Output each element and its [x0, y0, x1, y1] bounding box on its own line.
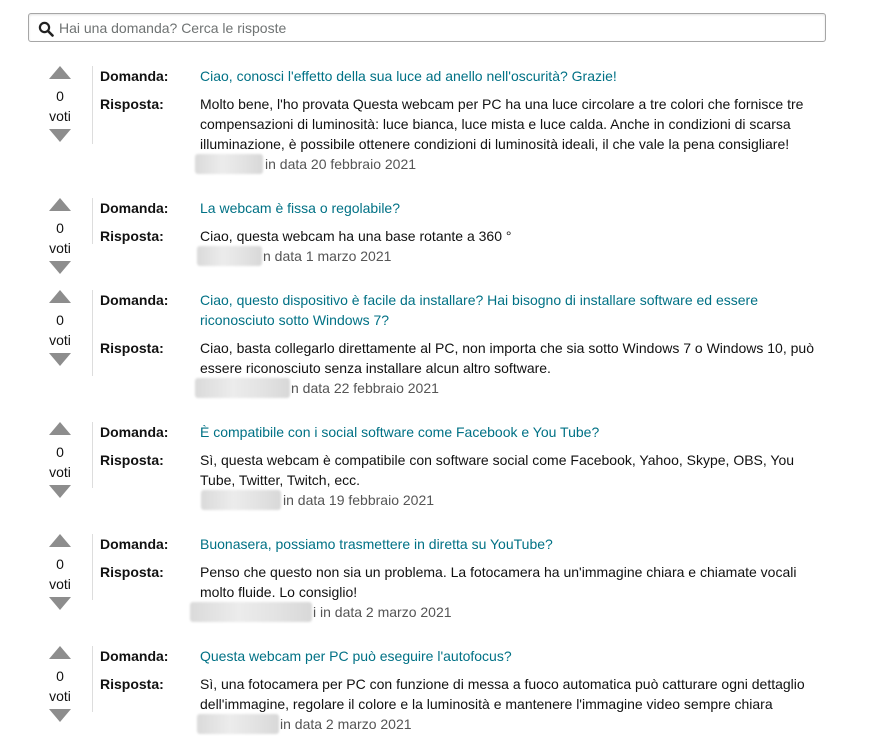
answer-text: Penso che questo non sia un problema. La fotocamera ha un'immagine chiara e chiamate vocali molto fluide. Lo consiglio!	[200, 564, 797, 600]
question-text	[200, 66, 825, 86]
qa-item	[0, 66, 877, 176]
divider	[92, 646, 93, 712]
answer-text: Sì, questa webcam è compatibile con software social come Facebook, Yahoo, Skype, OBS, You Tube, Twitter, Twitch, ecc.	[200, 452, 795, 488]
question-text	[200, 534, 825, 554]
votes-label: voti	[49, 464, 71, 480]
upvote-icon[interactable]	[49, 534, 71, 547]
divider	[92, 290, 93, 376]
answer-date: n data 1 marzo 2021	[263, 248, 392, 264]
qa-item	[0, 646, 877, 740]
question-label: Domanda:	[100, 536, 169, 552]
question-link[interactable]: Ciao, questo dispositivo è facile da installare? Hai bisogno di installare software ed essere riconosciuto sotto Windows 7?	[200, 292, 758, 328]
vote-count: 0	[56, 556, 64, 572]
vote-widget	[44, 422, 76, 498]
answer-label: Risposta:	[100, 564, 164, 580]
downvote-icon[interactable]	[49, 129, 71, 142]
upvote-icon[interactable]	[49, 66, 71, 79]
divider	[92, 422, 93, 488]
vote-count: 0	[56, 668, 64, 684]
answer-date: in data 20 febbraio 2021	[265, 156, 417, 172]
question-text	[200, 422, 825, 442]
author-name-blurred	[195, 378, 290, 398]
vote-count: 0	[56, 220, 64, 236]
upvote-icon[interactable]	[49, 290, 71, 303]
question-link[interactable]: È compatibile con i social software come Facebook e You Tube?	[200, 424, 600, 440]
question-text	[200, 198, 825, 218]
answer-text: Ciao, questa webcam ha una base rotante a 360 °	[200, 228, 512, 244]
vote-widget	[44, 290, 76, 366]
vote-count: 0	[56, 444, 64, 460]
answer-date: i in data 2 marzo 2021	[313, 604, 452, 620]
divider	[92, 66, 93, 144]
upvote-icon[interactable]	[49, 646, 71, 659]
votes-label: voti	[49, 240, 71, 256]
vote-widget	[44, 198, 76, 274]
answer-label: Risposta:	[100, 340, 164, 356]
author-name-blurred	[190, 602, 312, 622]
downvote-icon[interactable]	[49, 709, 71, 722]
search-bar[interactable]	[28, 13, 826, 42]
votes-label: voti	[49, 576, 71, 592]
answer-label: Risposta:	[100, 96, 164, 112]
answer-date: in data 2 marzo 2021	[280, 716, 412, 732]
downvote-icon[interactable]	[49, 261, 71, 274]
qa-item	[0, 534, 877, 634]
answer-label: Risposta:	[100, 452, 164, 468]
qa-item	[0, 290, 877, 400]
answer-date: in data 19 febbraio 2021	[283, 492, 435, 508]
question-label: Domanda:	[100, 648, 169, 664]
search-icon	[38, 21, 54, 37]
downvote-icon[interactable]	[49, 597, 71, 610]
author-name-blurred	[201, 490, 281, 510]
vote-widget	[44, 534, 76, 610]
votes-label: voti	[49, 688, 71, 704]
upvote-icon[interactable]	[49, 198, 71, 211]
downvote-icon[interactable]	[49, 485, 71, 498]
divider	[92, 198, 93, 244]
question-label: Domanda:	[100, 292, 169, 308]
answer-date: n data 22 febbraio 2021	[291, 380, 439, 396]
question-link[interactable]: La webcam è fissa o regolabile?	[200, 200, 401, 216]
vote-widget	[44, 66, 76, 142]
question-label: Domanda:	[100, 424, 169, 440]
divider	[92, 534, 93, 600]
question-label: Domanda:	[100, 68, 169, 84]
vote-count: 0	[56, 88, 64, 104]
question-link[interactable]: Buonasera, possiamo trasmettere in diretta su YouTube?	[200, 536, 553, 552]
question-text	[200, 646, 825, 666]
answer-label: Risposta:	[100, 228, 164, 244]
question-label: Domanda:	[100, 200, 169, 216]
upvote-icon[interactable]	[49, 422, 71, 435]
answer-text: Ciao, basta collegarlo direttamente al PC, non importa che sia sotto Windows 7 o Windows 10, può essere riconosciuto senza installare alcun altro software.	[200, 340, 814, 376]
votes-label: voti	[49, 108, 71, 124]
vote-widget	[44, 646, 76, 722]
answer-text: Sì, una fotocamera per PC con funzione di messa a fuoco automatica può catturare ogni dettaglio dell'immagine, regolare il colore e la luminosità e mantenere l'immagine video sempre chiara	[200, 676, 805, 712]
author-name-blurred	[197, 246, 262, 266]
question-text	[200, 290, 825, 330]
qa-item	[0, 198, 877, 278]
answer-label: Risposta:	[100, 676, 164, 692]
votes-label: voti	[49, 332, 71, 348]
author-name-blurred	[195, 154, 263, 174]
search-input[interactable]	[59, 14, 809, 41]
question-link[interactable]: Ciao, conosci l'effetto della sua luce ad anello nell'oscurità? Grazie!	[200, 68, 617, 84]
answer-text: Molto bene, l'ho provata Questa webcam per PC ha una luce circolare a tre colori che fornisce tre compensazioni di luminosità: luce bianca, luce mista e luce calda. Anche in condizioni di scarsa illuminazione, è possibile ottenere condizioni di luminosità ideali, il che vale la pena consigliare!	[200, 96, 804, 152]
question-link[interactable]: Questa webcam per PC può eseguire l'autofocus?	[200, 648, 512, 664]
author-name-blurred	[197, 714, 279, 734]
qa-item	[0, 422, 877, 522]
vote-count: 0	[56, 312, 64, 328]
downvote-icon[interactable]	[49, 353, 71, 366]
